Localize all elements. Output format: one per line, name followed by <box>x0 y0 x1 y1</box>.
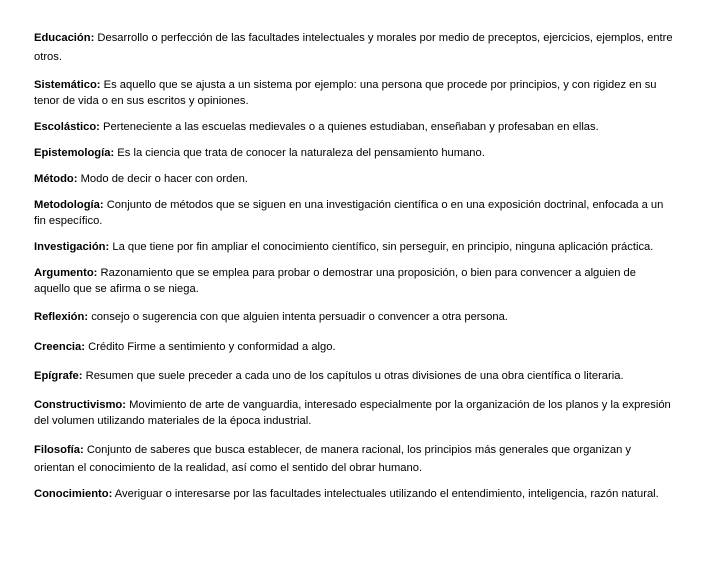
entry-definition: Resumen que suele preceder a cada uno de los capítulos u otras divisiones de una obra científica o literaria. <box>82 370 624 382</box>
entry-definition: Perteneciente a las escuelas medievales o a quienes estudiaban, enseñaban y profesaban en ellas. <box>99 121 599 133</box>
entry-term: Constructivismo: <box>34 399 126 411</box>
glossary-entry-metodologia <box>34 197 674 229</box>
entry-definition: Conjunto de saberes que busca establecer, de manera racional, los principios más generales que organizan y orientan el conocimiento de la realidad, así como el sentido del obrar humano. <box>34 444 632 474</box>
entry-term: Escolástico: <box>34 121 100 133</box>
glossary-entry-reflexion <box>34 309 674 325</box>
entry-definition: Conjunto de métodos que se siguen en una investigación científica o en una exposición doctrinal, enfocada a un fin específico. <box>34 199 664 227</box>
entry-term: Metodología: <box>34 199 104 211</box>
glossary-entry-investigacion <box>34 239 674 255</box>
entry-term: Argumento: <box>34 267 98 279</box>
entry-definition: Averiguar o interesarse por las facultades intelectuales utilizando el entendimiento, inteligencia, razón natural. <box>112 488 659 500</box>
glossary-entry-argumento <box>34 265 674 297</box>
glossary-entry-creencia <box>34 339 674 355</box>
glossary-entry-epigrafe <box>34 368 674 384</box>
entry-term: Reflexión: <box>34 311 89 323</box>
entry-definition: Movimiento de arte de vanguardia, interesado especialmente por la organización de los planos y la expresión del volumen utilizando materiales de la época industrial. <box>34 399 671 427</box>
entry-definition: consejo o sugerencia con que alguien intenta persuadir o convencer a otra persona. <box>88 311 508 323</box>
glossary-entry-educacion <box>34 29 674 67</box>
entry-term: Educación: <box>34 32 95 44</box>
glossary-entry-epistemologia <box>34 145 674 161</box>
entry-term: Epígrafe: <box>34 370 83 382</box>
entry-definition: Es aquello que se ajusta a un sistema por ejemplo: una persona que procede por principios, y con rigidez en su tenor de vida o en sus escritos y opiniones. <box>34 79 657 107</box>
glossary-entry-filosofia <box>34 441 674 477</box>
entry-definition: Crédito Firme a sentimiento y conformidad a algo. <box>85 341 336 353</box>
entry-term: Sistemático: <box>34 79 101 91</box>
glossary-entry-conocimiento <box>34 486 674 502</box>
glossary-entry-metodo <box>34 171 674 187</box>
glossary-entry-constructivismo <box>34 397 674 429</box>
entry-term: Creencia: <box>34 341 85 353</box>
glossary-document <box>34 29 674 502</box>
entry-term: Método: <box>34 173 78 185</box>
entry-definition: Modo de decir o hacer con orden. <box>77 173 248 185</box>
entry-definition: Es la ciencia que trata de conocer la naturaleza del pensamiento humano. <box>114 147 485 159</box>
entry-definition: La que tiene por fin ampliar el conocimiento científico, sin perseguir, en principio, ninguna aplicación práctica. <box>109 241 654 253</box>
entry-term: Filosofía: <box>34 444 84 456</box>
entry-definition: Razonamiento que se emplea para probar o demostrar una proposición, o bien para convencer a alguien de aquello que se afirma o se niega. <box>34 267 636 295</box>
glossary-entry-sistematico <box>34 77 674 109</box>
entry-term: Epistemología: <box>34 147 115 159</box>
entry-term: Investigación: <box>34 241 110 253</box>
entry-term: Conocimiento: <box>34 488 113 500</box>
glossary-entry-escolastico <box>34 119 674 135</box>
entry-definition: Desarrollo o perfección de las facultades intelectuales y morales por medio de preceptos, ejercicios, ejemplos, entre otros. <box>34 32 673 63</box>
